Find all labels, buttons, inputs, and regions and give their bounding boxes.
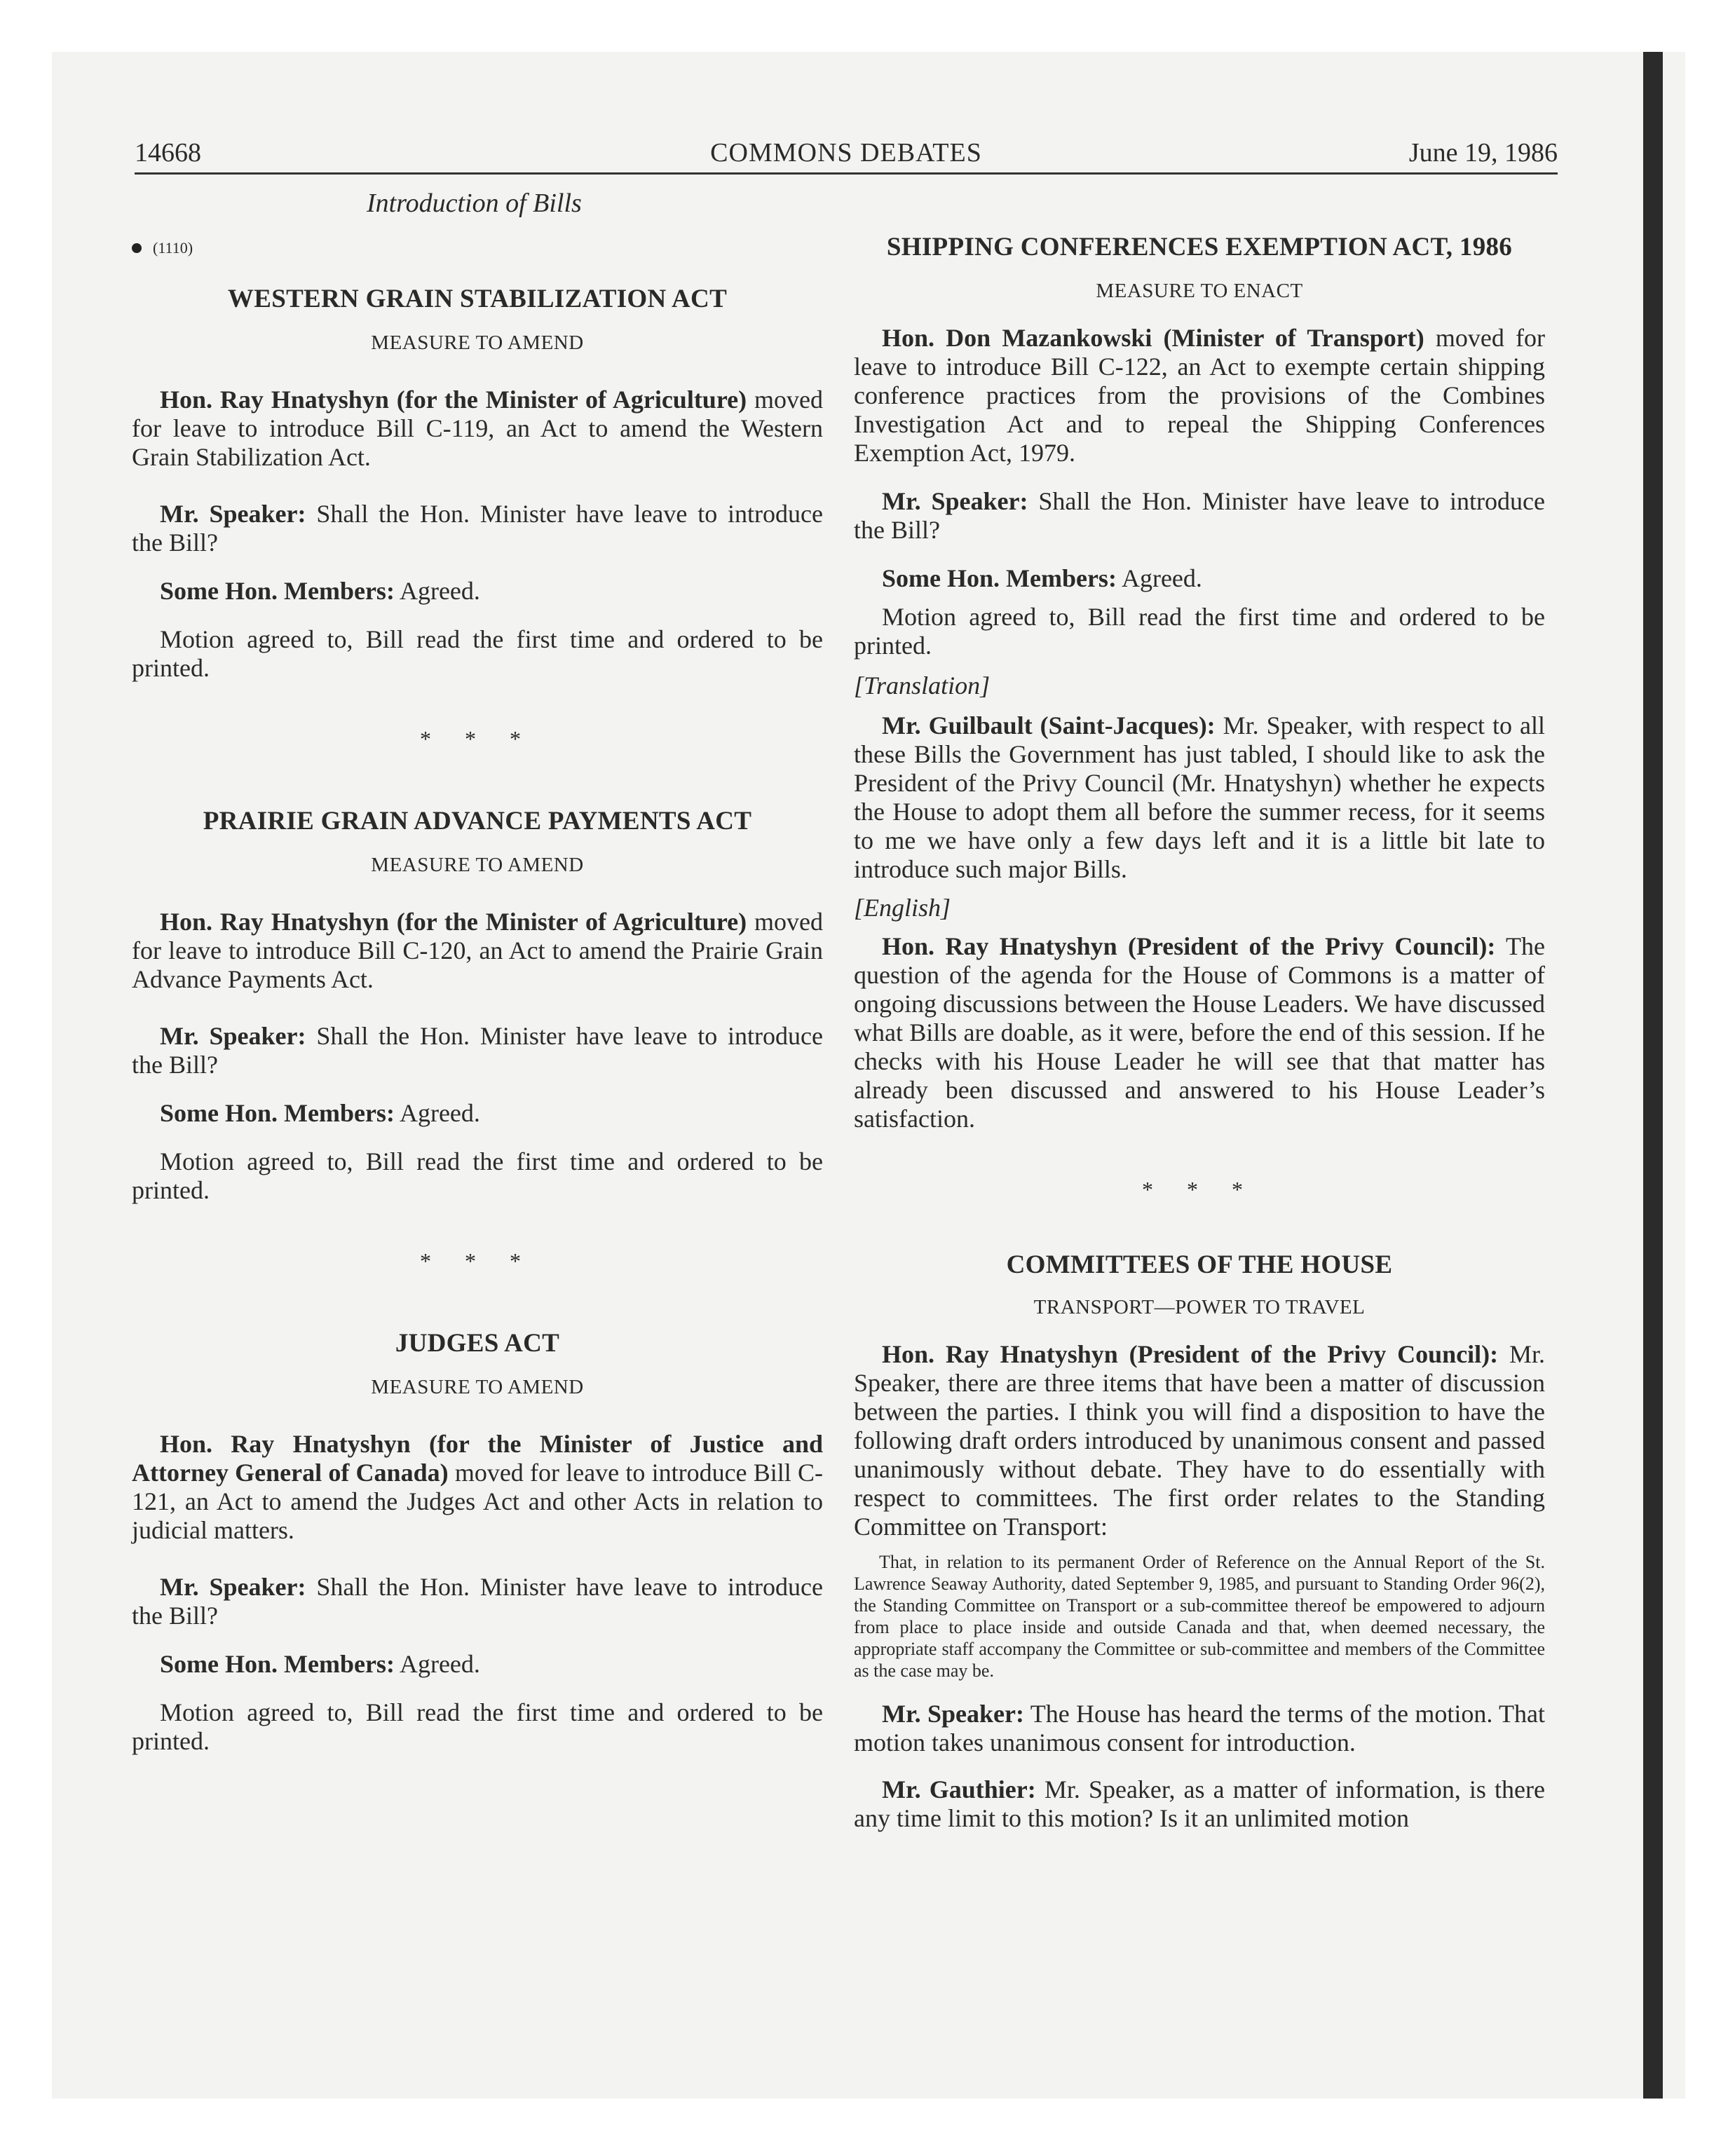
speech-text: Shall the Hon. Minister have leave to introduce the Bill? (132, 500, 823, 557)
speaker: Some Hon. Members: (160, 577, 395, 605)
speaker: Mr. Speaker: (882, 1700, 1024, 1728)
measure-subtitle: TRANSPORT—POWER TO TRAVEL (1033, 1296, 1366, 1318)
paragraph (854, 487, 1545, 545)
speaker: Mr. Speaker: (160, 1573, 306, 1601)
header-rule (135, 172, 1558, 175)
section-heading: Introduction of Bills (367, 189, 582, 218)
timestamp (132, 233, 823, 262)
speech-text: The House has heard the terms of the motion. That motion takes unanimous consent for introduction. (854, 1700, 1546, 1756)
paragraph (854, 1340, 1545, 1541)
speech-text: Shall the Hon. Minister have leave to introduce the Bill? (132, 1573, 823, 1630)
paragraph (132, 908, 823, 994)
speech-text: Mr. Speaker, as a matter of information, is there any time limit to this motion? Is it an unlimited motion (854, 1775, 1545, 1832)
act-title: COMMITTEES OF THE HOUSE (1006, 1250, 1393, 1279)
paragraph (132, 1022, 823, 1079)
paragraph (132, 1430, 823, 1545)
section-separator: * * * (420, 1248, 535, 1274)
left-column (132, 184, 823, 1756)
measure-subtitle: MEASURE TO ENACT (1096, 280, 1303, 302)
paragraph: Motion agreed to, Bill read the first time and ordered to be printed. (132, 1698, 823, 1755)
paragraph (854, 564, 1545, 593)
speaker: Hon. Ray Hnatyshyn (President of the Privy Council): (882, 1340, 1499, 1368)
speaker: Hon. Ray Hnatyshyn (for the Minister of Agriculture) (160, 386, 747, 414)
publication-title: COMMONS DEBATES (710, 138, 982, 168)
speaker: Hon. Ray Hnatyshyn (for the Minister of Justice and Attorney General of Canada) (132, 1430, 823, 1487)
paragraph (132, 1573, 823, 1630)
speech-text: Shall the Hon. Minister have leave to introduce the Bill? (854, 487, 1545, 544)
act-title: PRAIRIE GRAIN ADVANCE PAYMENTS ACT (203, 807, 752, 835)
motion-quote: That, in relation to its permanent Order of Reference on the Annual Report of the St. Lawrence Seaway Authority, dated September 9, 1985, and pursuant to Standing Order 96(2), the Standing Committee on Transport or a sub-committee thereof be empowered to adjourn from place to place inside and outside Canada and that, when deemed necessary, the appropriate staff accompany the Committee or sub-committee and members of the Committee as the case may be. (854, 1552, 1545, 1681)
paragraph (132, 1650, 823, 1679)
speech-text: Mr. Speaker, with respect to all these Bills the Government has just tabled, I should like to ask the President of the Privy Council (Mr. Hnatyshyn) whether he expects the House to adopt them all before the summer recess, for it seems to me we have only a few days left and it is a little bit late to introduce such major Bills. (854, 711, 1545, 883)
measure-subtitle: MEASURE TO AMEND (371, 1376, 584, 1398)
paragraph: Motion agreed to, Bill read the first time and ordered to be printed. (132, 625, 823, 682)
speech-text: Agreed. (394, 1650, 480, 1678)
speech-text: Agreed. (394, 1099, 480, 1127)
bullet-icon (132, 243, 142, 253)
speech-text: Shall the Hon. Minister have leave to introduce the Bill? (132, 1022, 823, 1079)
speaker: Mr. Speaker: (882, 487, 1028, 515)
right-column (854, 184, 1545, 1833)
speaker: Some Hon. Members: (160, 1099, 395, 1127)
measure-subtitle: MEASURE TO AMEND (371, 332, 584, 354)
speaker: Mr. Guilbault (Saint-Jacques): (882, 711, 1216, 739)
paragraph (854, 1700, 1545, 1757)
speech-text: The question of the agenda for the House of Commons is a matter of ongoing discussions between the House Leaders. We have discussed what Bills are doable, as it were, before the end of this session. If he checks with his House Leader he will see that that matter has already been discussed and answered to his House Leader’s satisfaction. (854, 932, 1545, 1133)
paragraph (854, 711, 1545, 884)
speaker: Mr. Speaker: (160, 1022, 306, 1050)
paragraph (854, 932, 1545, 1133)
speaker: Hon. Don Mazankowski (Minister of Transport) (882, 324, 1424, 352)
speech-text: Agreed. (394, 577, 480, 605)
translation-label: [Translation] (854, 671, 991, 700)
page-header (135, 137, 1558, 172)
page-date: June 19, 1986 (1408, 138, 1558, 168)
speech-text: Mr. Speaker, there are three items that have been a matter of discussion between the parties. I think you will find a disposition to have the following draft orders introduced by unanimous consent and passed unanimously without debate. They have to do essentially with respect to committees. The first order relates to the Standing Committee on Transport: (854, 1340, 1545, 1541)
speaker: Some Hon. Members: (160, 1650, 395, 1678)
paragraph (854, 1775, 1545, 1833)
speech-text: Agreed. (1116, 564, 1202, 592)
act-title: SHIPPING CONFERENCES EXEMPTION ACT, 1986 (886, 233, 1513, 261)
measure-subtitle: MEASURE TO AMEND (371, 854, 584, 876)
speaker: Mr. Speaker: (160, 500, 306, 528)
speaker: Some Hon. Members: (882, 564, 1117, 592)
speaker: Hon. Ray Hnatyshyn (for the Minister of Agriculture) (160, 908, 747, 936)
section-separator: * * * (420, 726, 535, 751)
paragraph (854, 324, 1545, 468)
paragraph: Motion agreed to, Bill read the first time and ordered to be printed. (854, 603, 1545, 660)
paragraph (132, 577, 823, 606)
section-separator: * * * (1142, 1177, 1257, 1202)
act-title: WESTERN GRAIN STABILIZATION ACT (227, 285, 728, 313)
speech-text: moved for leave to introduce Bill C-122, an Act to exempte certain shipping conference practices from the provisions of the Combines Investigation Act and to repeal the Shipping Conferences Exemption Act, 1979. (854, 324, 1545, 467)
speech-text: moved for leave to introduce Bill C-120, an Act to amend the Prairie Grain Advance Payments Act. (132, 908, 823, 993)
paragraph (132, 386, 823, 472)
paragraph: Motion agreed to, Bill read the first time and ordered to be printed. (132, 1147, 823, 1204)
timestamp-text: (1110) (153, 239, 193, 257)
english-label: [English] (854, 894, 951, 922)
speech-text: moved for leave to introduce Bill C-121, an Act to amend the Judges Act and other Acts in relation to judicial matters. (132, 1459, 823, 1544)
page-number: 14668 (135, 138, 201, 168)
act-title: JUDGES ACT (395, 1329, 560, 1358)
speech-text: moved for leave to introduce Bill C-119, an Act to amend the Western Grain Stabilization Act. (132, 386, 823, 471)
speaker: Hon. Ray Hnatyshyn (President of the Privy Council): (882, 932, 1496, 960)
paragraph (132, 500, 823, 557)
speaker: Mr. Gauthier: (882, 1775, 1036, 1803)
binding-edge (1643, 52, 1663, 2099)
paragraph (132, 1099, 823, 1128)
